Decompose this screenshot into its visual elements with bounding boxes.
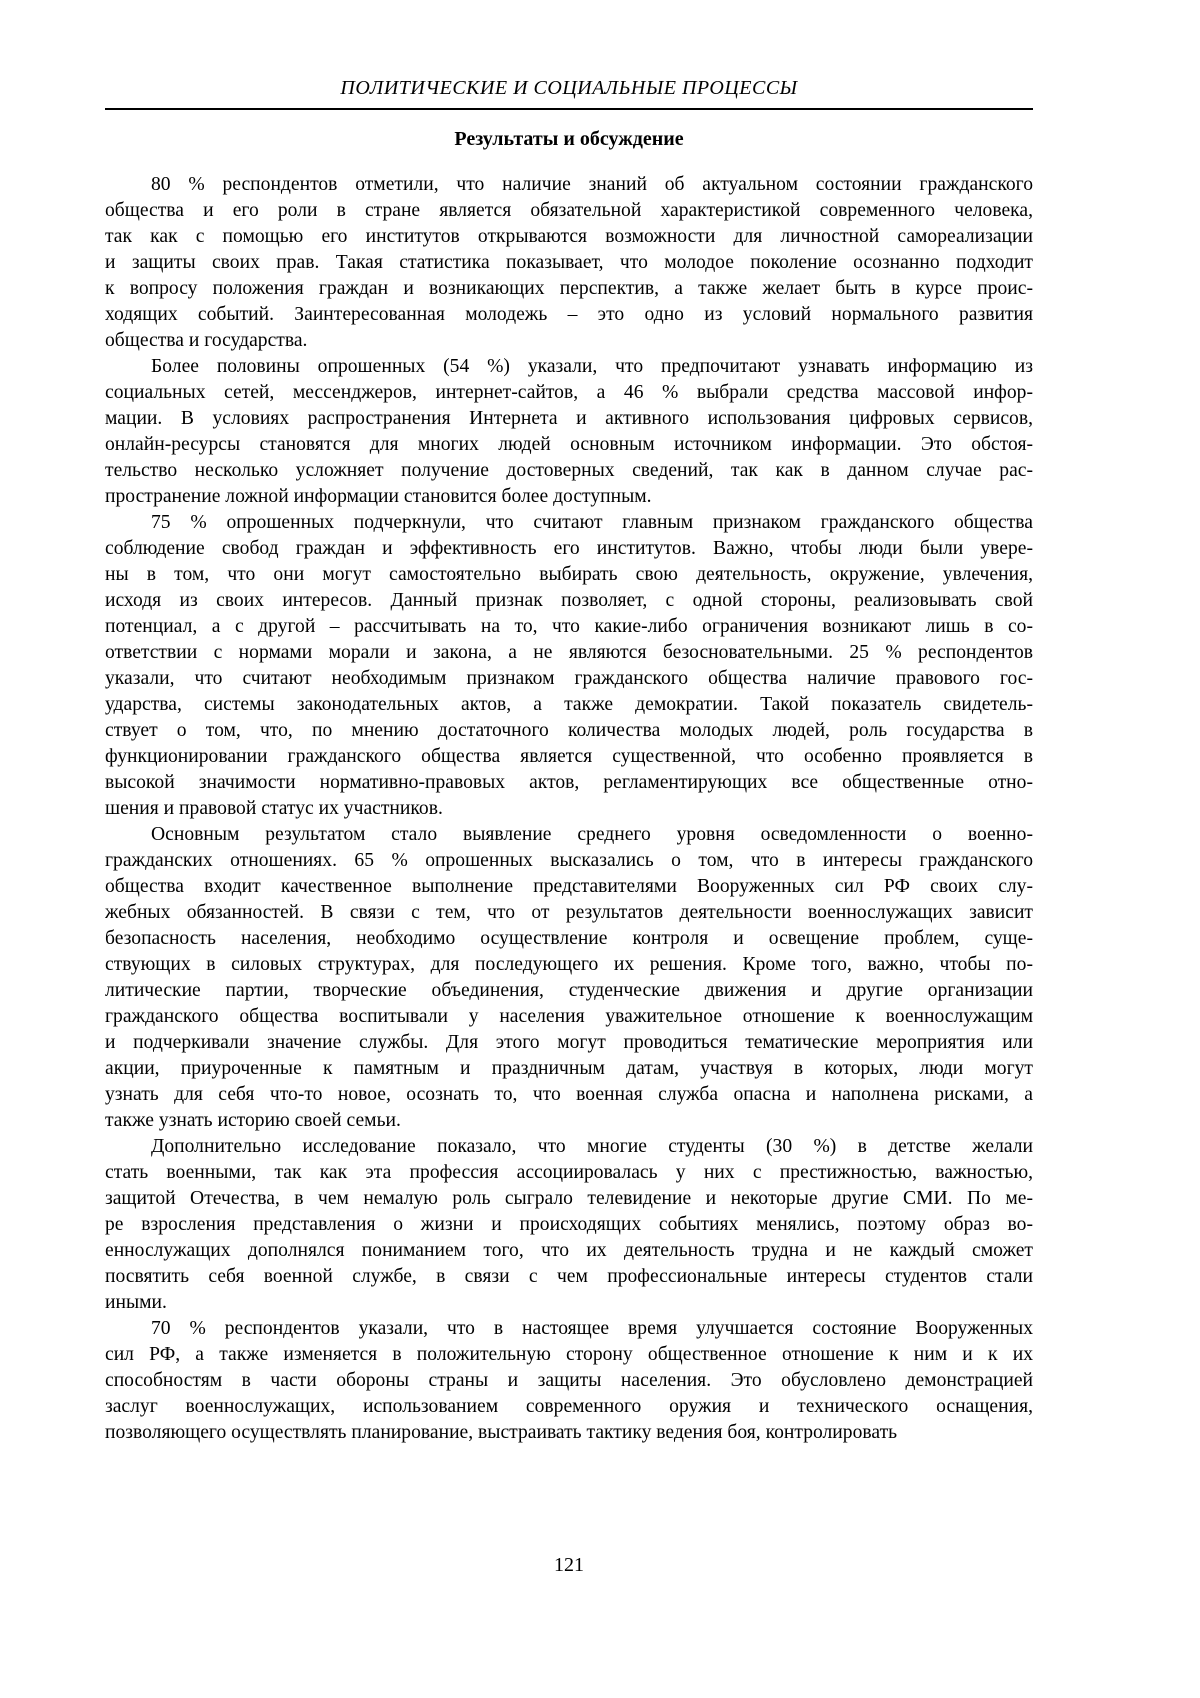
paragraph-line: также узнать историю своей семьи. [105, 1110, 401, 1131]
paragraph [105, 354, 1033, 510]
paragraph-line: еннослужащих дополнялся пониманием того, что их деятельность трудна и не каждый сможет [105, 1240, 1033, 1261]
paragraph-line: гражданского общества воспитывали у населения уважительное отношение к военнослужащим [105, 1006, 1033, 1027]
paragraph-line: ходящих событий. Заинтересованная молодежь – это одно из условий нормального развития [105, 304, 1033, 325]
paragraph-line: 70 % респондентов указали, что в настоящее время улучшается состояние Вооруженных [151, 1318, 1033, 1339]
paragraph-line: гражданских отношениях. 65 % опрошенных высказались о том, что в интересы гражданского [105, 850, 1033, 871]
paragraph-line: общества и государства. [105, 330, 308, 351]
paragraph-line: указали, что считают необходимым признаком гражданского общества наличие правового гос- [105, 668, 1033, 689]
paragraph-line: литические партии, творческие объединения, студенческие движения и другие организации [105, 980, 1033, 1001]
paragraph-line: так как с помощью его институтов открываются возможности для личностной самореализации [105, 226, 1033, 247]
paragraph-line: заслуг военнослужащих, использованием современного оружия и технического оснащения, [105, 1396, 1033, 1417]
paragraph-line: Основным результатом стало выявление среднего уровня осведомленности о военно- [151, 824, 1033, 845]
paragraph-line: сил РФ, а также изменяется в положительную сторону общественное отношение к ним и к их [105, 1344, 1033, 1365]
paragraph-line: посвятить себя военной службе, в связи с чем профессиональные интересы студентов стали [105, 1266, 1033, 1287]
paragraph-line: функционировании гражданского общества является существенной, что особенно проявляется в [105, 746, 1033, 767]
paragraph [105, 510, 1033, 822]
paragraph-line: защитой Отечества, в чем немалую роль сыграло телевидение и некоторые другие СМИ. По ме- [105, 1188, 1033, 1209]
paragraph-line: высокой значимости нормативно-правовых актов, регламентирующих все общественные отно- [105, 772, 1033, 793]
text-block [105, 0, 1033, 1446]
paragraph-line: тельство несколько усложняет получение достоверных сведений, так как в данном случае рас- [105, 460, 1033, 481]
paragraph-line: и защиты своих прав. Такая статистика показывает, что молодое поколение осознанно подходит [105, 252, 1033, 273]
paragraph-line: мации. В условиях распространения Интернета и активного использования цифровых сервисов, [105, 408, 1033, 429]
paragraph [105, 1134, 1033, 1316]
paragraph-line: 75 % опрошенных подчеркнули, что считают главным признаком гражданского общества [151, 512, 1033, 533]
paragraph-line: жебных обязанностей. В связи с тем, что от результатов деятельности военнослужащих зависит [105, 902, 1033, 923]
paragraph [105, 822, 1033, 1134]
paragraph-line: ре взросления представления о жизни и происходящих событиях менялись, поэтому образ во- [105, 1214, 1033, 1235]
paragraph-line: иными. [105, 1292, 167, 1313]
paragraph-line: ударства, системы законодательных актов, а также демократии. Такой показатель свидетель- [105, 694, 1033, 715]
paragraph-line: способностям в части обороны страны и защиты населения. Это обусловлено демонстрацией [105, 1370, 1033, 1391]
paragraph [105, 172, 1033, 354]
paragraph-line: потенциал, а с другой – рассчитывать на то, что какие-либо ограничения возникают лишь в со- [105, 616, 1033, 637]
paragraph-line: соблюдение свобод граждан и эффективность его институтов. Важно, чтобы люди были увере- [105, 538, 1033, 559]
page-number: 121 [554, 1554, 584, 1576]
paragraph-line: к вопросу положения граждан и возникающих перспектив, а также желает быть в курсе проис- [105, 278, 1033, 299]
running-header: ПОЛИТИЧЕСКИЕ И СОЦИАЛЬНЫЕ ПРОЦЕССЫ [340, 77, 798, 99]
paragraph-line: и подчеркивали значение службы. Для этого могут проводиться тематические мероприятия или [105, 1032, 1033, 1053]
paragraph-line: онлайн-ресурсы становятся для многих людей основным источником информации. Это обстоя- [105, 434, 1033, 455]
paragraph-line: пространение ложной информации становится более доступным. [105, 486, 652, 507]
paragraph-line: общества входит качественное выполнение представителями Вооруженных сил РФ своих слу- [105, 876, 1033, 897]
paragraph-line: ны в том, что они могут самостоятельно выбирать свою деятельность, окружение, увлечения, [105, 564, 1033, 585]
section-heading: Результаты и обсуждение [454, 128, 684, 150]
paragraph-line: акции, приуроченные к памятным и праздничным датам, участвуя в которых, люди могут [105, 1058, 1033, 1079]
paragraph-line: позволяющего осуществлять планирование, выстраивать тактику ведения боя, контролировать [105, 1422, 898, 1443]
paragraph-line: безопасность населения, необходимо осуществление контроля и освещение проблем, суще- [105, 928, 1033, 949]
paragraph-line: исходя из своих интересов. Данный признак позволяет, с одной стороны, реализовывать свой [105, 590, 1033, 611]
paragraph-line: 80 % респондентов отметили, что наличие знаний об актуальном состоянии гражданского [151, 174, 1033, 195]
paragraph-line: стать военными, так как эта профессия ассоциировалась у них с престижностью, важностью, [105, 1162, 1033, 1183]
paragraph [105, 1316, 1033, 1446]
paragraph-line: общества и его роли в стране является обязательной характеристикой современного человека, [105, 200, 1033, 221]
paragraph-line: ствует о том, что, по мнению достаточного количества молодых людей, роль государства в [105, 720, 1033, 741]
paragraph-line: Дополнительно исследование показало, что многие студенты (30 %) в детстве желали [151, 1136, 1033, 1157]
body-text [105, 172, 1033, 1446]
paragraph-line: шения и правовой статус их участников. [105, 798, 443, 819]
paragraph-line: ответствии с нормами морали и закона, а не являются безосновательными. 25 % респондентов [105, 642, 1033, 663]
paragraph-line: ствующих в силовых структурах, для последующего их решения. Кроме того, важно, чтобы по- [105, 954, 1033, 975]
paragraph-line: узнать для себя что-то новое, осознать то, что военная служба опасна и наполнена рисками, а [105, 1084, 1033, 1105]
header-rule [105, 108, 1033, 110]
paragraph-line: социальных сетей, мессенджеров, интернет-сайтов, а 46 % выбрали средства массовой инфор- [105, 382, 1033, 403]
paragraph-line: Более половины опрошенных (54 %) указали, что предпочитают узнавать информацию из [151, 356, 1033, 377]
